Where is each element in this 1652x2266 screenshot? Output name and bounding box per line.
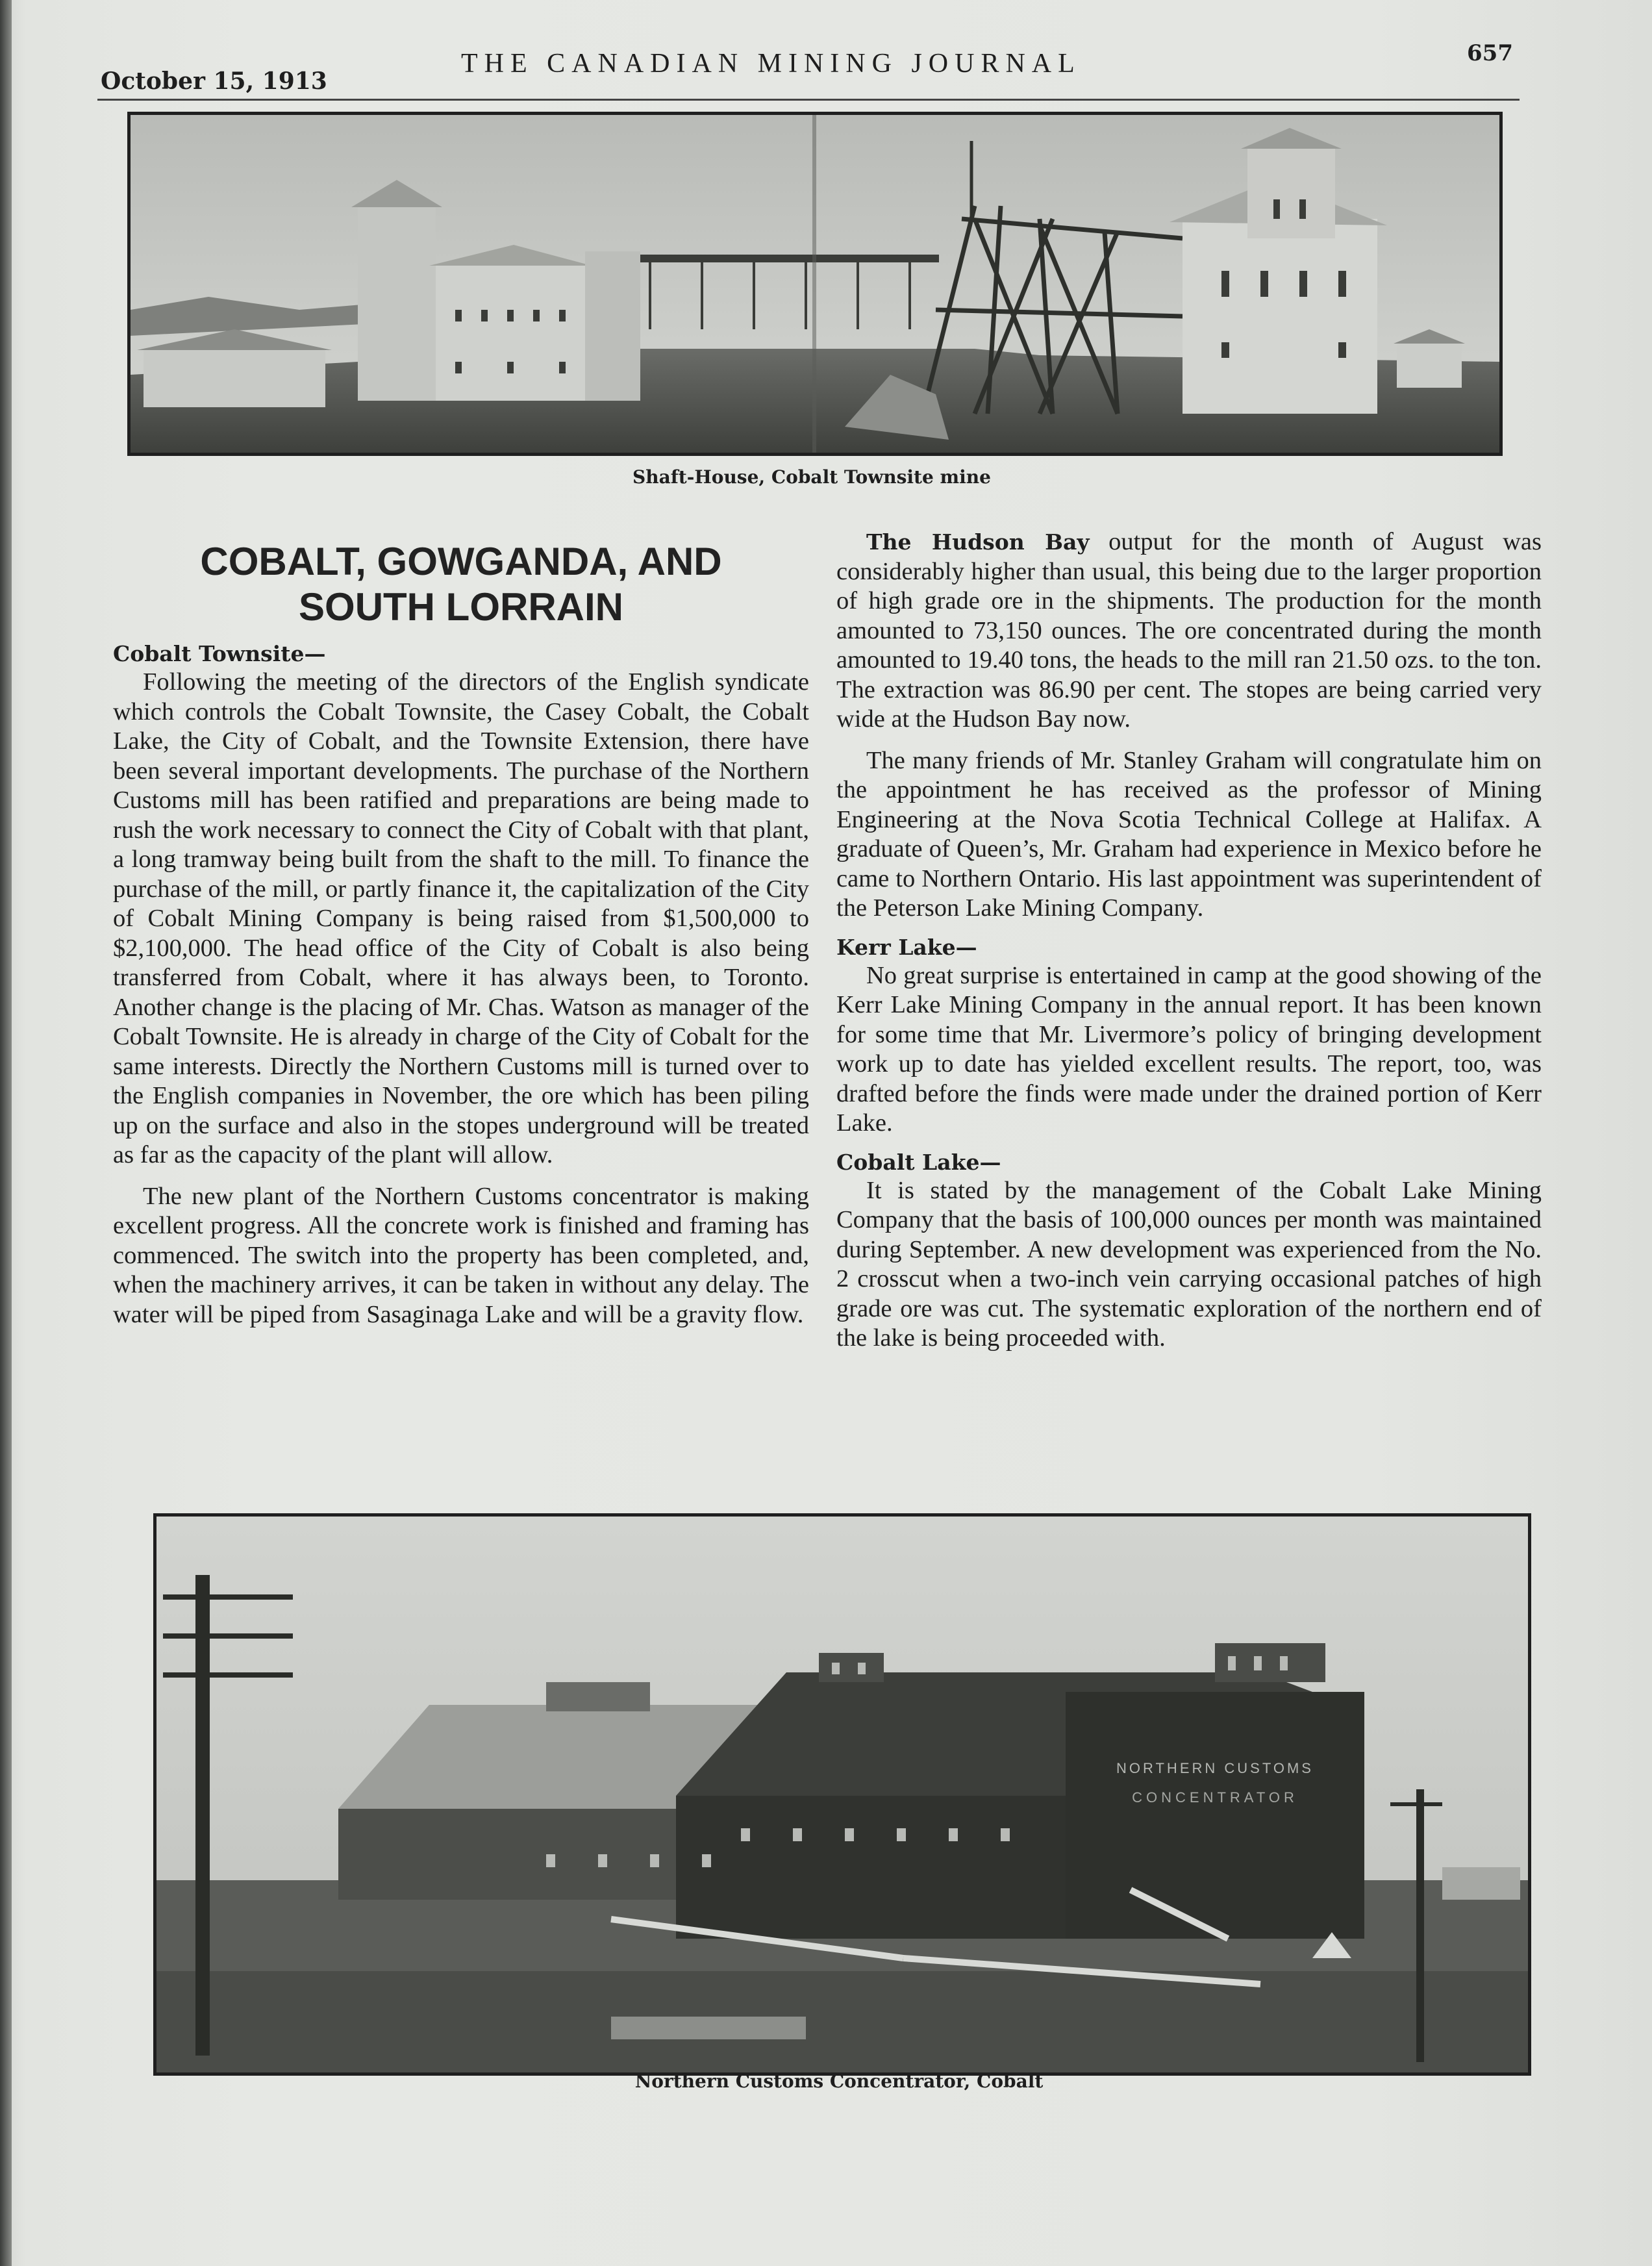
hudson-bay-paragraph-2: The many friends of Mr. Stanley Graham will congratulate him on the appointment he has received as the professor of Mining Engineering at the Nova Scotia Technical College at Halifax. A graduate of Queen’s, Mr. Graham had experience in Mexico before he came to Northern Ontario. His last appointment was superintendent of the Peterson Lake Mining Company. [836,746,1542,922]
cobalt-lake-paragraph: It is stated by the management of the Cobalt Lake Mining Company that the basis of 100,000 ounces per month was maintained during September. A new development was experienced from the No. 2 crosscut when a two-inch vein carrying occasional patches of high grade ore was cut. The systematic exploration of the northern end of the lake is being proceeded with. [836,1176,1542,1352]
concentrator-photo [153,1513,1531,2076]
cobalt-townsite-paragraph-1: Following the meeting of the directors of the English syndicate which controls the Cobalt Townsite, the Casey Cobalt, the Cobalt Lake, the City of Cobalt, and the Townsite Extension, there have been several important developments. The purchase of the Northern Customs mill has been ratified and preparations are being made to rush the work necessary to connect the City of Cobalt with that plant, a long tramway being built from the shaft to the mill. To finance the purchase of the mill, or partly finance it, the capitalization of the City of Cobalt Mining Company is being raised from $1,500,000 to $2,100,000. The head office of the City of Cobalt is also being transferred from Cobalt, where it has always been, to Toronto. Another change is the placing of Mr. Chas. Watson as manager of the Cobalt Townsite. He is already in charge of the City of Cobalt for the same interests. Directly the Northern Customs mill is turned over to the English companies in November, the ore which has been piling up on the surface and also in the stopes underground will be treated as far as the capacity of the plant will allow. [113,668,809,1168]
issue-date: October 15, 1913 [101,68,327,95]
building-sign-line-1: NORTHERN CUSTOMS [1116,1760,1314,1776]
cobalt-townsite-heading: Cobalt Townsite— [113,641,326,666]
building-sign-line-2: CONCENTRATOR [1132,1789,1298,1806]
page-number: 657 [1467,40,1513,66]
hudson-bay-paragraph-1-text: output for the month of August was considerably higher than usual, this being due to the larger proportion of high grade ore in the shipments. The production for the month amounted to 73,150 ounces. The ore concentrated during the month amounted to 19.40 tons, the heads to the mill ran 21.50 ozs. to the ton. The extraction was 86.90 per cent. The stopes are being carried very wide at the Hudson Bay now. [836,528,1542,733]
cobalt-lake-heading: Cobalt Lake— [836,1149,1001,1175]
running-head [97,40,1520,101]
kerr-lake-paragraph: No great surprise is entertained in camp at the good showing of the Kerr Lake Mining Company in the annual report. It has been known for some time that Mr. Livermore’s policy of bringing development work up to date has yielded excellent results. The report, too, was drafted before the finds were made under the drained portion of Kerr Lake. [836,961,1542,1137]
hudson-bay-lead: The Hudson Bay [866,529,1090,555]
right-column [836,527,1542,1353]
kerr-lake-heading: Kerr Lake— [836,934,977,960]
left-column [113,539,809,1329]
bottom-photo-caption: Northern Customs Concentrator, Cobalt [634,2071,1044,2092]
headline-line-1: COBALT, GOWGANDA, AND [200,540,722,583]
journal-title: THE CANADIAN MINING JOURNAL [461,49,1081,79]
cobalt-townsite-paragraph-2: The new plant of the Northern Customs concentrator is making excellent progress. All the concrete work is finished and framing has commenced. The switch into the property has been completed, and, when the machinery arrives, it can be taken in without any delay. The water will be piped from Sasaginaga Lake and will be a gravity flow. [113,1182,809,1328]
hudson-bay-paragraph-1 [836,527,1542,735]
binding-edge [0,0,12,2266]
top-photo-caption: Shaft-House, Cobalt Townsite mine [632,466,991,488]
shaft-house-photo [127,112,1503,456]
headline-line-2: SOUTH LORRAIN [299,585,623,629]
article-headline [113,539,809,630]
